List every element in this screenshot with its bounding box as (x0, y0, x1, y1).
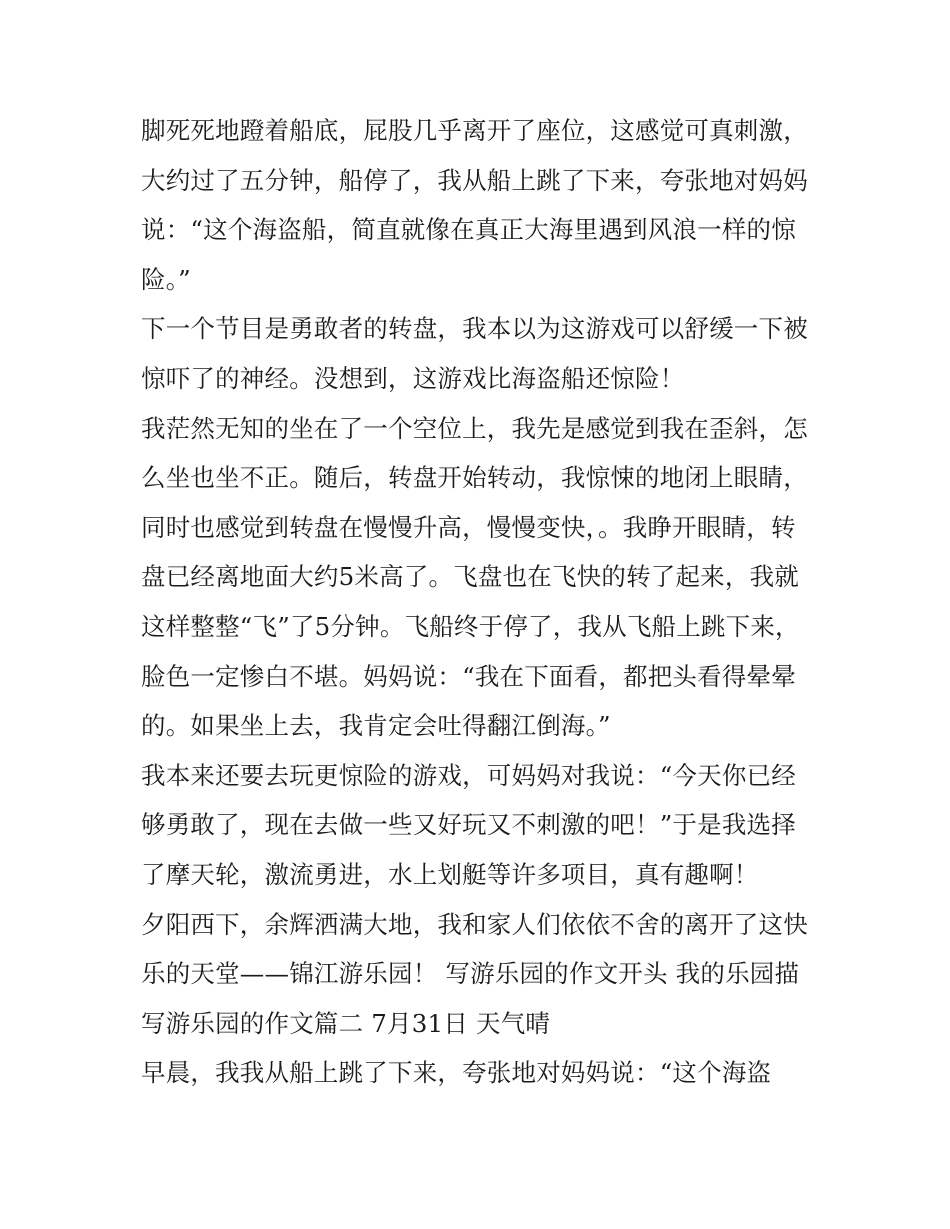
document-body (141, 106, 821, 1098)
text-line: 惊吓了的神经。没想到，这游戏比海盗船还惊险！ (141, 363, 685, 393)
text-line: 大约过了五分钟，船停了，我从船上跳了下来，夸张地对妈妈 (141, 165, 808, 195)
text-line: 下一个节目是勇敢者的转盘，我本以为这游戏可以舒缓一下被 (141, 314, 808, 344)
text-line: 说：“这个海盗船，简直就像在真正大海里遇到风浪一样的惊 (141, 215, 796, 245)
text-line: 早晨，我我从船上跳了下来，夸张地对妈妈说：“这个海盗 (141, 1058, 772, 1088)
text-line: 写游乐园的作文篇二 7月31日 天气晴 (141, 1008, 551, 1038)
text-line: 险。” (141, 264, 191, 294)
text-line: 么坐也坐不正。随后，转盘开始转动，我惊悚的地闭上眼睛， (141, 463, 808, 493)
text-line: 我本来还要去玩更惊险的游戏，可妈妈对我说：“今天你已经 (141, 760, 796, 790)
text-line: 这样整整“飞”了5分钟。飞船终于停了，我从飞船上跳下来， (141, 611, 800, 641)
text-line: 盘已经离地面大约5米高了。飞盘也在飞快的转了起来，我就 (141, 562, 799, 592)
text-line: 脚死死地蹬着船底，屁股几乎离开了座位，这感觉可真刺激， (141, 116, 808, 145)
text-line: 了摩天轮，激流勇进，水上划艇等许多项目，真有趣啊！ (141, 859, 759, 889)
text-line: 我茫然无知的坐在了一个空位上，我先是感觉到我在歪斜，怎 (141, 413, 808, 443)
text-line: 夕阳西下，余辉洒满大地，我和家人们依依不舍的离开了这快 (141, 909, 808, 939)
text-line: 同时也感觉到转盘在慢慢升高，慢慢变快，。我睁开眼睛，转 (141, 512, 796, 542)
text-line: 够勇敢了，现在去做一些又好玩又不刺激的吧！”于是我选择 (141, 810, 796, 840)
text-line: 乐的天堂——锦江游乐园！ 写游乐园的作文开头 我的乐园描 (141, 959, 800, 989)
text-line: 的。如果坐上去，我肯定会吐得翻江倒海。” (141, 711, 611, 741)
text-line: 脸色一定惨白不堪。妈妈说：“我在下面看，都把头看得晕晕 (141, 661, 796, 691)
